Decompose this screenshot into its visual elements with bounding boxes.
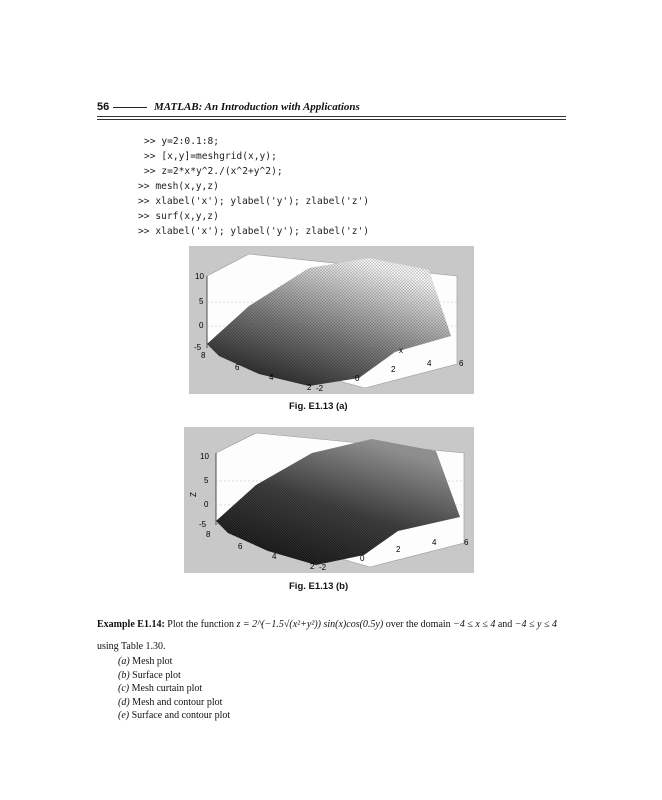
list-item-label: (d) [118,696,130,708]
z-tick: 0 [204,500,209,509]
example-label: Example E1.14: [97,619,165,630]
list-item-label: (a) [118,656,130,667]
example-domain-text: over the domain [385,619,451,630]
list-item-text: Mesh curtain plot [131,683,203,695]
y-tick: 8 [206,530,211,539]
code-line: >> mesh(x,y,z) [138,181,219,192]
example-range-x: −4 ≤ x ≤ 4 [453,619,496,630]
x-tick: 4 [432,538,437,547]
y-tick: 4 [269,373,274,382]
header-rule-top [97,116,566,117]
book-title: MATLAB: An Introduction with Applications [154,101,360,113]
code-line: >> y=2:0.1:8; [144,136,220,147]
x-tick: -2 [316,384,324,393]
x-tick: 6 [459,359,464,368]
y-tick: 2 [307,383,312,392]
list-item [118,669,230,683]
header-rule-bottom [97,119,566,120]
example-statement [97,619,557,630]
list-item-text: Mesh plot [132,656,173,667]
code-line: >> [x,y]=meshgrid(x,y); [144,151,277,162]
z-tick: -5 [199,520,207,529]
figure-a-plot [189,246,474,394]
list-item-text: Surface and contour plot [131,710,231,722]
figure-a-caption: Fig. E1.13 (a) [289,401,348,412]
code-line: >> surf(x,y,z) [138,211,219,222]
code-line: >> z=2*x*y^2./(x^2+y^2); [144,166,283,177]
list-item-text: Surface plot [132,669,181,681]
figure-a [189,246,474,394]
x-tick: 0 [355,374,360,383]
z-tick: -5 [194,343,202,352]
code-line: >> xlabel('x'); ylabel('y'); zlabel('z') [138,196,370,207]
list-item-label: (e) [118,710,130,722]
example-and: and [497,619,513,630]
figure-b-plot [184,427,474,573]
z-tick: 0 [199,321,204,330]
list-item [118,696,230,710]
page-number: 56 [97,101,110,113]
list-item-label: (b) [118,669,130,681]
x-tick: 4 [427,359,432,368]
x-tick: 6 [464,538,469,547]
z-axis-label: Z [189,492,198,497]
y-tick: 4 [272,552,277,561]
example-text: Plot the function [167,619,234,630]
list-item-text: Mesh and contour plot [132,696,223,708]
x-axis-label: x [399,346,403,355]
y-tick: 8 [201,351,206,360]
list-item [118,682,230,696]
x-tick: -2 [319,563,327,572]
example-using: using Table 1.30. [97,641,166,652]
y-tick: 6 [235,363,240,372]
z-tick: 5 [199,297,204,306]
x-tick: 2 [391,365,396,374]
z-tick: 10 [195,272,204,281]
x-tick: 0 [360,554,365,563]
z-tick: 5 [204,476,209,485]
list-item-label: (c) [118,683,130,695]
example-formula: z = 2^(−1.5√(x²+y²)) sin(x)cos(0.5y) [236,619,384,630]
list-item [118,655,230,669]
code-line: >> xlabel('x'); ylabel('y'); zlabel('z') [138,226,370,237]
list-item [118,709,230,723]
x-tick: 2 [396,545,401,554]
figure-b [184,427,474,573]
header-dash [113,107,147,108]
z-tick: 10 [200,452,209,461]
figure-b-caption: Fig. E1.13 (b) [289,581,349,592]
example-range-y: −4 ≤ y ≤ 4 [514,619,557,630]
y-tick: 6 [238,542,243,551]
task-list [118,655,230,723]
running-header [97,101,360,113]
y-tick: 2 [310,562,315,571]
